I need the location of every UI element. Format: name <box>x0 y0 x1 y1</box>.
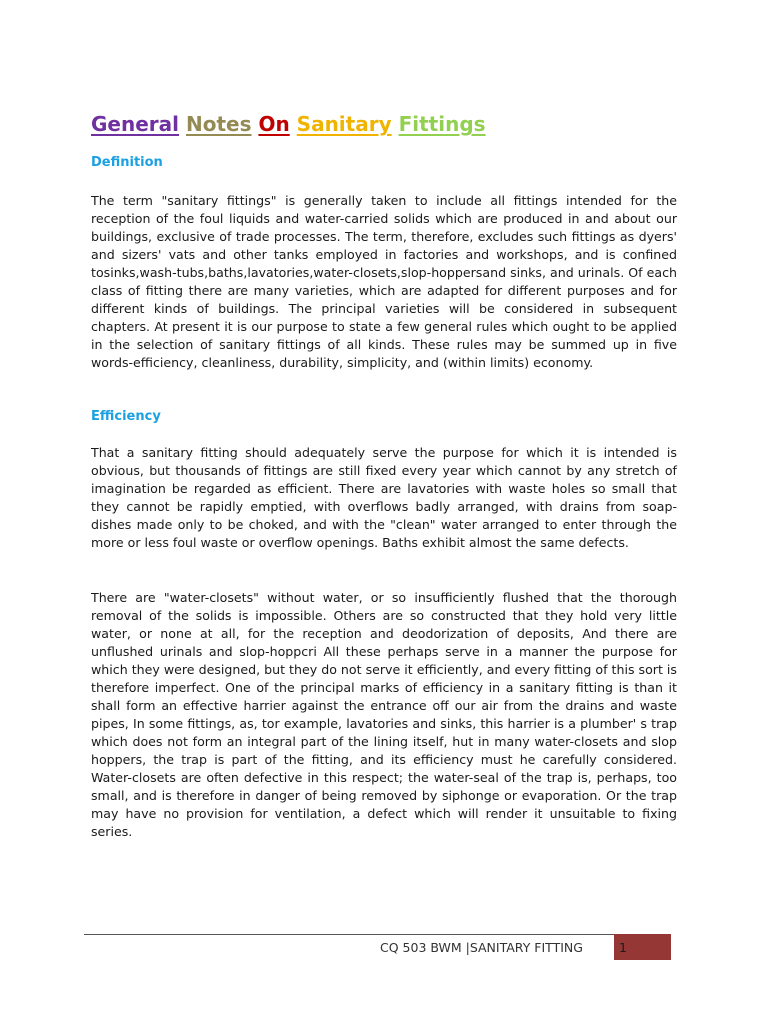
footer-divider <box>84 934 614 935</box>
paragraph-efficiency-2: There are "water-closets" without water, or so insufficiently flushed that the thorough removal of the solids is impossible. Others are so constructed that they hold very little water, or none at all, for the reception and deodorization of deposits, And there are unflushed urinals and slop-hoppcri All these perhaps serve in a manner the purpose for which they were designed, but they do not serve it efficiently, and every fitting of this sort is therefore imperfect. One of the principal marks of efficiency in a sanitary fitting is than it shall form an effective harrier against the entrance off our air from the drains and waste pipes, In some fittings, as, tor example, lavatories and sinks, this harrier is a plumber' s trap which does not form an integral part of the lining itself, hut in many water-closets and slop hoppers, the trap is part of the fitting, and its efficiency must he carefully considered. Water-closets are often defective in this respect; the water-seal of the trap is, perhaps, too small, and is therefore in danger of being removed by siphonge or evaporation. Or the trap may have no provision for ventilation, a defect which will render it unsuitable to fixing series. <box>91 590 677 839</box>
footer-course-label: CQ 503 BWM |SANITARY FITTING <box>380 940 583 955</box>
document-title <box>91 110 486 138</box>
section-heading-definition: Definition <box>91 155 163 170</box>
title-word-sanitary: Sanitary <box>296 112 392 136</box>
title-word-notes: Notes <box>185 112 252 136</box>
page-number: 1 <box>619 940 627 955</box>
title-word-on: On <box>258 112 290 136</box>
paragraph-efficiency-1: That a sanitary fitting should adequately serve the purpose for which it is intended is obvious, but thousands of fittings are still fixed every year which cannot by any stretch of imagination be regarded as efficient. There are lavatories with waste holes so small that they cannot be rapidly emptied, with overflows badly arranged, with drains from soap-dishes made only to be choked, and with the "clean" water arranged to enter through the more or less foul waste or overflow openings. Baths exhibit almost the same defects. <box>91 445 677 550</box>
title-word-general: General <box>91 112 179 136</box>
paragraph-definition: The term "sanitary fittings" is generally taken to include all fittings intended for the reception of the foul liquids and water-carried solids which are produced in and about our buildings, exclusive of trade processes. The term, therefore, excludes such fittings as dyers' and sizers' vats and other tanks employed in factories and workshops, and is confined tosinks,wash-tubs,baths,lavatories,water-closets,slop-hoppersand sinks, and urinals. Of each class of fitting there are many varieties, which are adapted for different purposes and for different kinds of buildings. The principal varieties will be considered in subsequent chapters. At present it is our purpose to state a few general rules which ought to be applied in the selection of sanitary fittings of all kinds. These rules may be summed up in five words-efficiency, cleanliness, durability, simplicity, and (within limits) economy. <box>91 193 677 370</box>
section-heading-efficiency: Efficiency <box>91 409 161 424</box>
title-word-fittings: Fittings <box>398 112 486 136</box>
